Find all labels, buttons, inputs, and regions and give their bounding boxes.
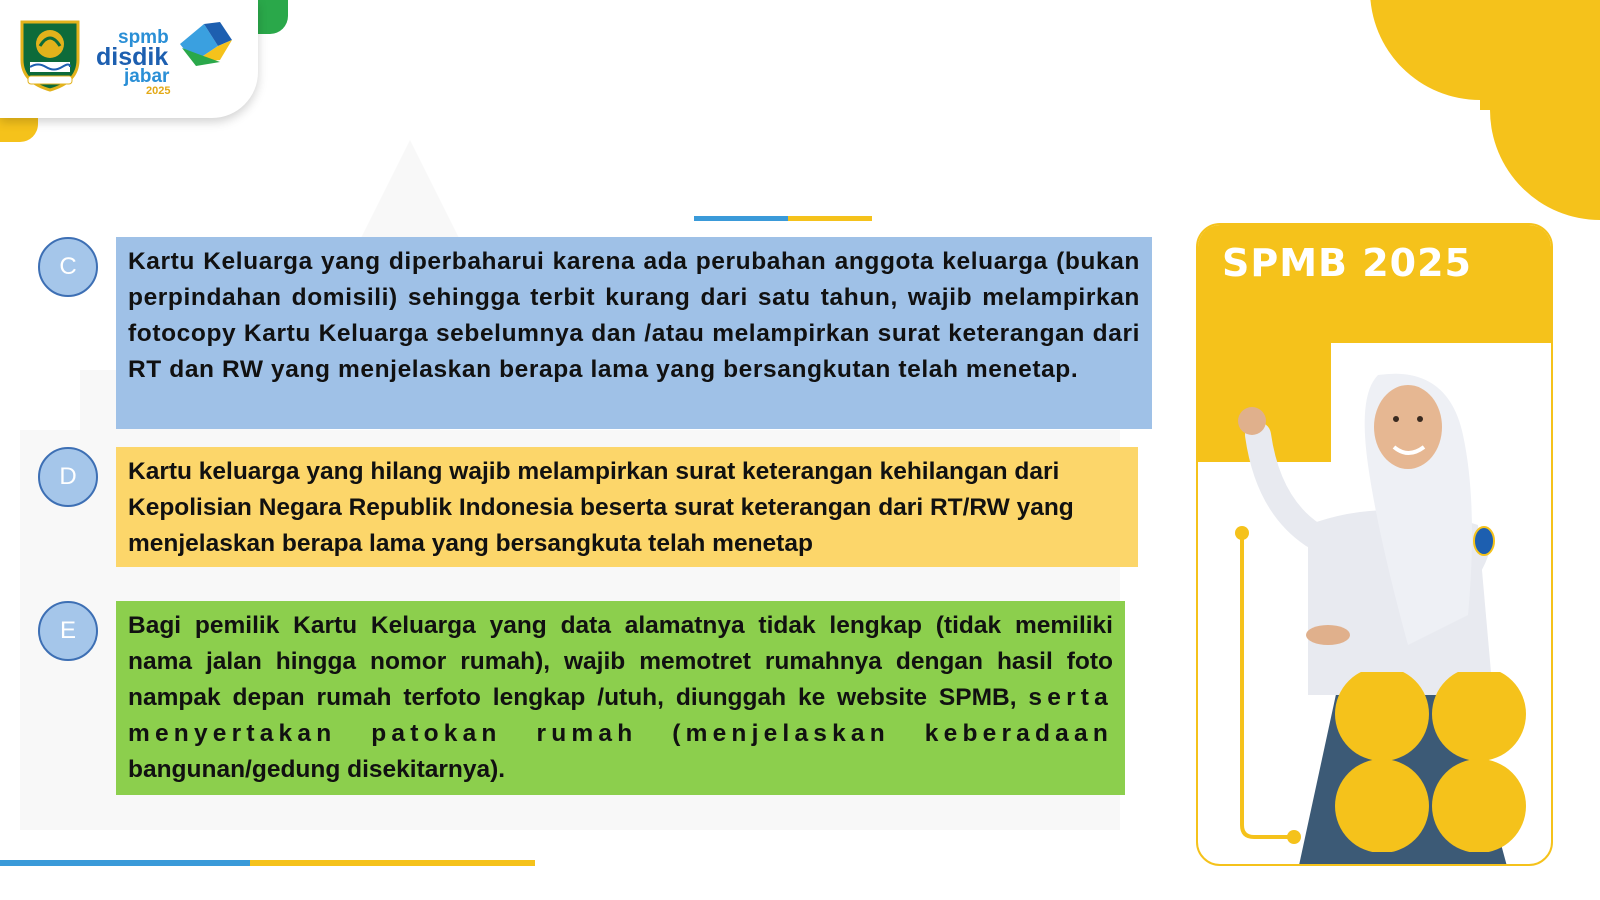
logo-line-spmb: spmb [118,27,169,48]
spmb-logo-text [96,28,170,97]
promo-panel-title: SPMB 2025 [1222,241,1472,285]
west-java-crest-icon [18,16,82,92]
spmb-book-mark-icon [176,18,234,74]
item-letter-e: E [38,601,98,661]
item-e-text-main: Bagi pemilik Kartu Keluarga yang data alamatnya tidak lengkap (tidak memiliki nama jalan hingga nomor rumah), wajib memotret rumahnya dengan hasil foto nampak depan rumah terfoto lengkap /utuh, diunggah ke website SPMB, [128,612,1113,711]
decorative-flower-icon [1340,0,1600,230]
decorative-yellow-dots [1334,672,1534,852]
logo-year: 2025 [146,85,171,97]
logo-line-jabar: jabar [124,66,170,87]
item-c-text: Kartu Keluarga yang diperbaharui karena ada perubahan anggota keluarga (bukan perpindahan domisili) sehingga terbit kurang dari satu tahun, wajib melampirkan fotocopy Kartu Keluarga sebelumnya dan /atau melampirkan surat keterangan dari RT dan RW yang menjelaskan berapa lama yang bersangkutan telah menetap. [116,237,1152,429]
footer-divider [0,860,535,866]
item-e-text [116,601,1125,795]
header-logo-card [0,0,258,118]
title-divider [694,216,872,221]
item-letter-d: D [38,447,98,507]
item-e-text-spread: serta menyertakan patokan rumah (menjelaskan keberadaan [128,684,1113,747]
item-d-text: Kartu keluarga yang hilang wajib melampirkan surat keterangan kehilangan dari Kepolisian Negara Republik Indonesia beserta surat keterangan dari RT/RW yang menjelaskan berapa lama yang bersangkuta telah menetap [116,447,1138,567]
logo-line-disdik: disdik [96,43,169,71]
item-letter-c: C [38,237,98,297]
item-e-text-tail: bangunan/gedung disekitarnya). [128,756,506,783]
promo-panel [1196,223,1553,866]
